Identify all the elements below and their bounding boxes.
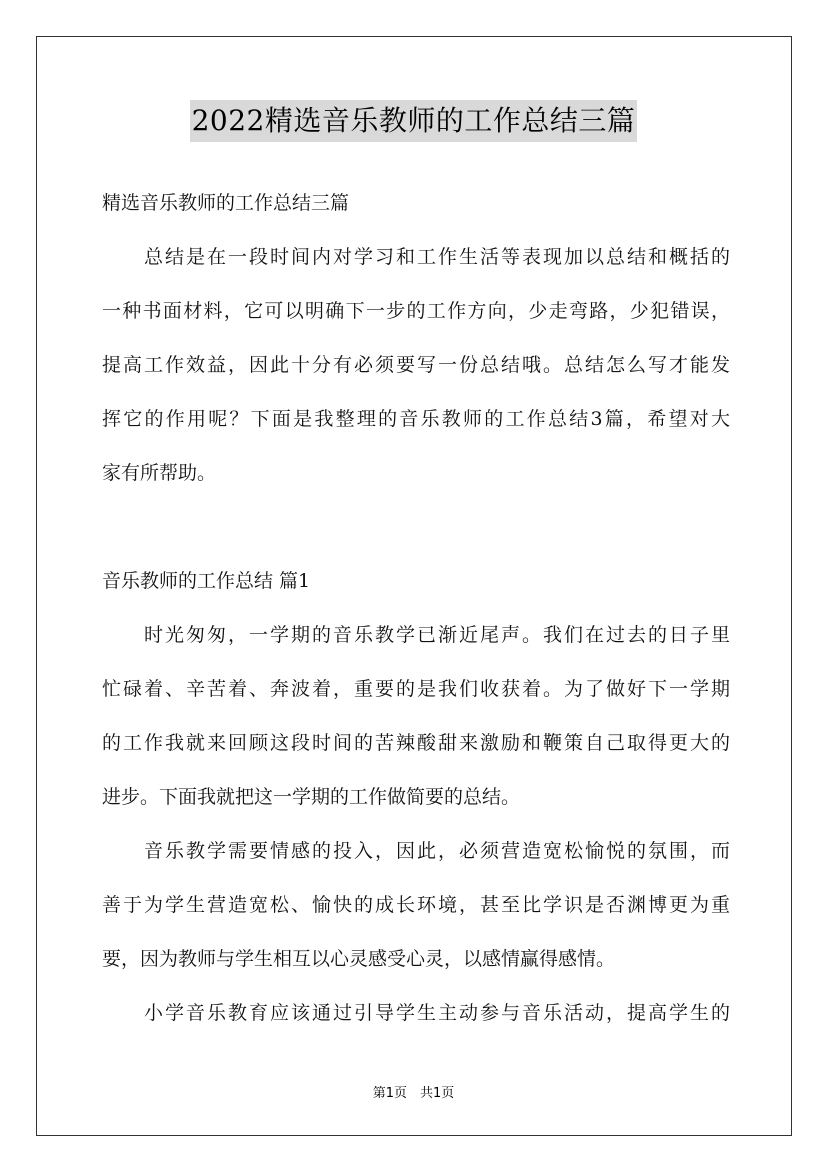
page-footer: 第1页 共1页 (372, 1086, 455, 1101)
paragraph-line: 忙碌着、辛苦着、奔波着，重要的是我们收获着。为了做好下一学期 (102, 678, 730, 700)
paragraph-line: 善于为学生营造宽松、愉快的成长环境，甚至比学识是否渊博更为重 (102, 894, 730, 916)
document-body (102, 176, 730, 1040)
paragraph-line: 要，因为教师与学生相互以心灵感受心灵，以感情赢得感情。 (102, 948, 616, 970)
intro-line: 家有所帮助。 (102, 462, 217, 484)
subtitle: 精选音乐教师的工作总结三篇 (102, 192, 350, 214)
document-title: 2022精选音乐教师的工作总结三篇 (190, 100, 638, 142)
paragraph-line: 小学音乐教育应该通过引导学生主动参与音乐活动，提高学生的 (102, 1002, 730, 1024)
intro-line: 提高工作效益，因此十分有必须要写一份总结哦。总结怎么写才能发 (102, 354, 730, 376)
paragraph-line: 音乐教学需要情感的投入，因此，必须营造宽松愉悦的氛围，而 (102, 840, 730, 862)
intro-line: 总结是在一段时间内对学习和工作生活等表现加以总结和概括的 (102, 246, 730, 268)
blank-line (102, 500, 730, 554)
paragraph-line: 时光匆匆，一学期的音乐教学已渐近尾声。我们在过去的日子里 (102, 624, 730, 646)
intro-line: 一种书面材料，它可以明确下一步的工作方向，少走弯路，少犯错误， (102, 300, 730, 322)
section-heading: 音乐教师的工作总结 篇1 (102, 570, 311, 592)
title-wrap (0, 100, 827, 142)
paragraph-line: 的工作我就来回顾这段时间的苦辣酸甜来激励和鞭策自己取得更大的 (102, 732, 730, 754)
paragraph-line: 进步。下面我就把这一学期的工作做简要的总结。 (102, 786, 521, 808)
intro-line: 挥它的作用呢？下面是我整理的音乐教师的工作总结3篇，希望对大 (102, 408, 730, 430)
